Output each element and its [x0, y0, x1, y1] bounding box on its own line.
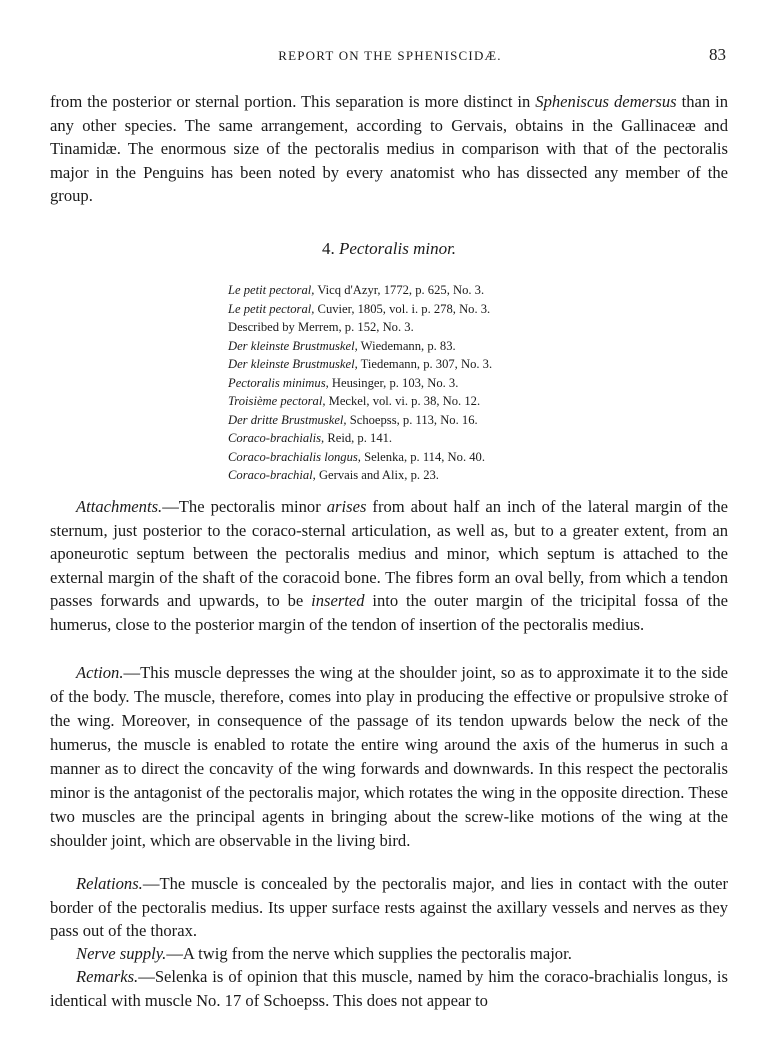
remarks-paragraph: Remarks.—Selenka is of opinion that this muscle, named by him the coraco-brachialis longus, is identical with muscle No. 17 of Schoepss. This does not appear to — [50, 967, 728, 1010]
synonymy-item: Der dritte Brustmuskel, Schoepss, p. 113, No. 16. — [228, 412, 478, 427]
relations-paragraph: Relations.—The muscle is concealed by the pectoralis major, and lies in contact with the outer border of the pectoralis medius. Its upper surface rests against the axillary vessels and nerves as they pass out of the thorax. — [50, 874, 728, 940]
relations-label: Relations. — [76, 874, 143, 893]
page-number: 83 — [709, 45, 726, 64]
nerve-supply-paragraph: Nerve supply.—A twig from the nerve which supplies the pectoralis major. — [76, 944, 572, 963]
section-number: 4. — [321, 239, 339, 258]
synonymy-item: Le petit pectoral, Cuvier, 1805, vol. i. p. 278, No. 3. — [228, 301, 491, 316]
intro-text-1: from the posterior or sternal portion. This separation is more distinct in — [50, 92, 536, 111]
action-paragraph: Action.—This muscle depresses the wing at the shoulder joint, so as to approximate it to the side of the body. The muscle, therefore, comes into play in producing the effective or propulsive stroke of the wing. Moreover, in consequence of the passage of its tendon upwards below the neck of the humerus, the muscle is enabled to rotate the entire wing around the axis of the humerus in such a manner as to direct the concavity of the wing forwards and downwards. In this respect the pectoralis minor is the antagonist of the pectoralis major, which rotates the wing in the opposite direction. These two muscles are the principal agents in bringing about the screw-like motions of the wing at the shoulder joint, which are observable in the living bird. — [50, 663, 728, 850]
species-name: Spheniscus demersus — [535, 92, 677, 111]
running-head-title: REPORT ON THE SPHENISCIDÆ. — [278, 48, 502, 63]
section-title: Pectoralis minor. — [338, 239, 457, 258]
synonymy-item: Troisième pectoral, Meckel, vol. vi. p. 38, No. 12. — [228, 394, 481, 408]
intro-text-2: than in any other species. The same arrangement, according to Gervais, obtains in the Gallinaceæ and Tinamidæ. The enormous size of the pectoralis medius in comparison with that of the pectoralis major in the Penguins has been noted by every anatomist who has dissected any member of the group. — [50, 92, 728, 205]
action-label: Action. — [76, 663, 124, 682]
inserted-term: inserted — [311, 591, 365, 610]
nerve-supply-label: Nerve supply. — [76, 944, 167, 963]
arises-term: arises — [326, 497, 367, 516]
synonymy-item: Pectoralis minimus, Heusinger, p. 103, No. 3. — [228, 375, 459, 390]
intro-paragraph — [50, 90, 728, 208]
synonymy-item: Coraco-brachialis, Reid, p. 141. — [228, 431, 393, 445]
synonymy-item: Der kleinste Brustmuskel, Wiedemann, p. 83. — [228, 338, 456, 353]
synonymy-list — [228, 281, 648, 485]
section-heading — [50, 239, 728, 259]
attachments-paragraph: Attachments.—The pectoralis minor arises from about half an inch of the lateral margin of the sternum, just posterior to the coraco-sternal articulation, as well as, but to a greater extent, from an aponeurotic septum between the pectoralis medius and minor, which septum is attached to the external margin of the shaft of the coracoid bone. The fibres form an oval belly, from which a tendon passes forwards and upwards, to be inserted into the outer margin of the tricipital fossa of the humerus, close to the posterior margin of the tendon of insertion of the pectoralis medius. — [50, 497, 728, 634]
synonymy-item: Der kleinste Brustmuskel, Tiedemann, p. 307, No. 3. — [228, 357, 493, 371]
synonymy-item: Coraco-brachialis longus, Selenka, p. 114, No. 40. — [228, 449, 485, 464]
synonymy-item: Le petit pectoral, Vicq d'Azyr, 1772, p. 625, No. 3. — [228, 283, 485, 297]
attachments-label: Attachments. — [76, 497, 163, 516]
synonymy-item: Described by Merrem, p. 152, No. 3. — [228, 320, 414, 334]
running-header — [50, 45, 730, 72]
remarks-label: Remarks. — [76, 967, 139, 986]
synonymy-item: Coraco-brachial, Gervais and Alix, p. 23. — [228, 468, 439, 482]
